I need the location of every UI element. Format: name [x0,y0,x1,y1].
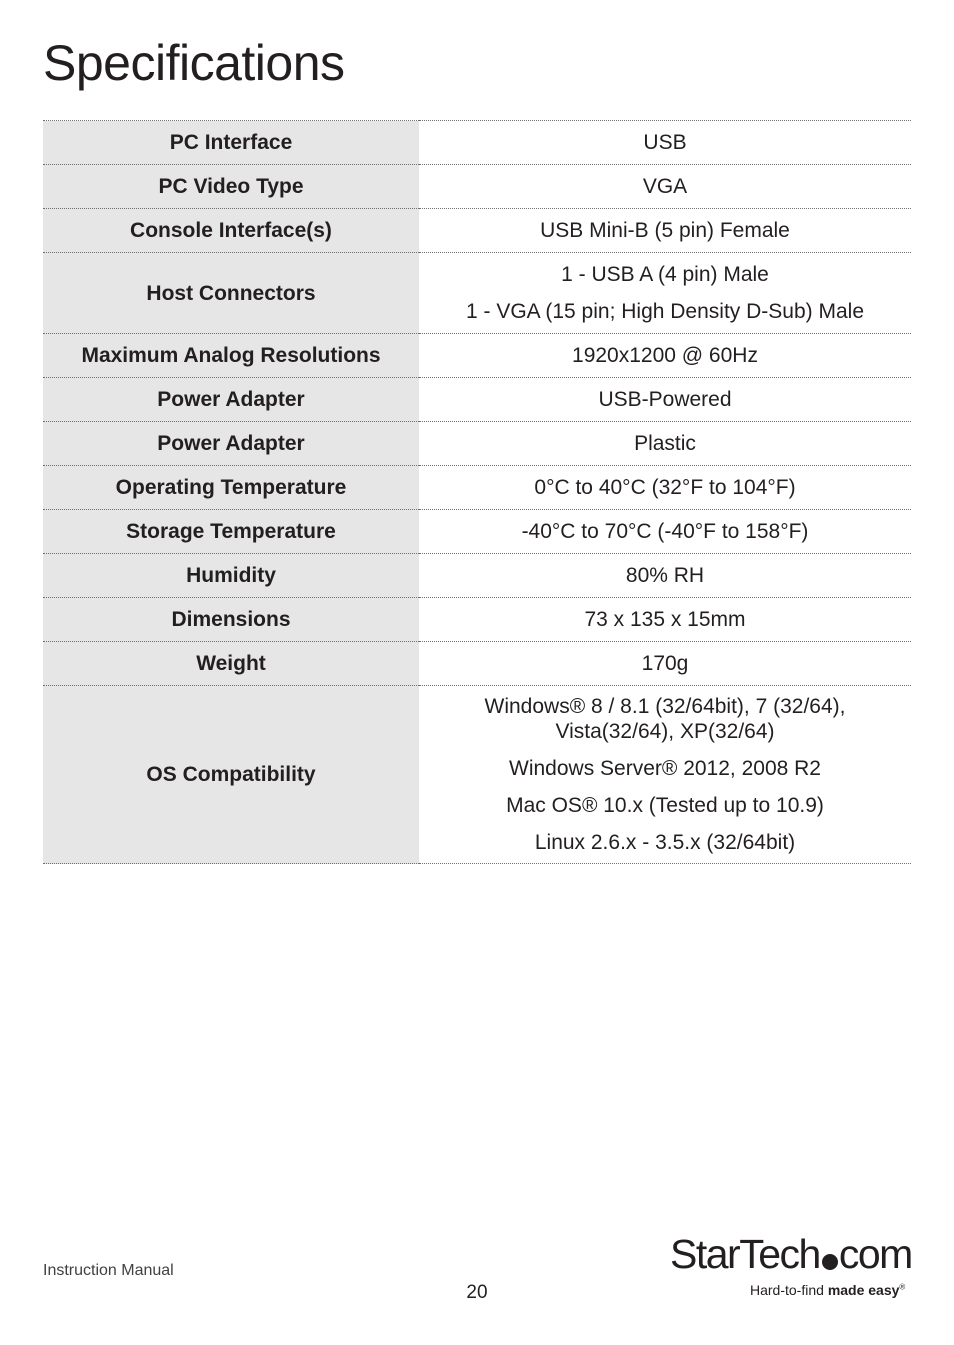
spec-label: PC Interface [43,121,419,165]
spec-value [419,165,911,209]
spec-label: Dimensions [43,598,419,642]
spec-value [419,378,911,422]
table-row [43,422,911,466]
spec-label: Power Adapter [43,378,419,422]
spec-value [419,121,911,165]
table-row [43,554,911,598]
spec-value-line: Linux 2.6.x - 3.5.x (32/64bit) [534,831,796,854]
spec-value-line: 1 - USB A (4 pin) Male [561,263,769,286]
spec-value-line: VGA [642,175,688,198]
table-row [43,378,911,422]
table-row [43,466,911,510]
logo-tagline-bold: made easy [827,1282,900,1298]
spec-value-line: -40°C to 70°C (-40°F to 158°F) [521,520,809,543]
spec-value-line: Mac OS® 10.x (Tested up to 10.9) [506,794,824,817]
page-title: Specifications [43,35,345,91]
spec-value [419,334,911,378]
spec-value-line: USB-Powered [598,388,732,411]
table-row [43,121,911,165]
spec-value-line: Windows Server® 2012, 2008 R2 [509,757,821,780]
logo-brand-end: com [838,1231,912,1277]
spec-label: Humidity [43,554,419,598]
logo-brand-start: StarTech [670,1231,820,1277]
spec-value [419,554,911,598]
spec-value [419,510,911,554]
spec-value-line: USB [643,131,687,154]
table-row [43,334,911,378]
logo-wordmark [670,1230,912,1278]
logo-tagline-mark: ® [899,1282,906,1292]
spec-value-line: 1920x1200 @ 60Hz [572,344,758,367]
footer-document-title: Instruction Manual [43,1262,174,1279]
startech-logo [670,1230,915,1305]
table-row [43,209,911,253]
spec-value-line: 1 - VGA (15 pin; High Density D-Sub) Male [466,300,864,323]
logo-tagline [750,1282,905,1298]
table-row [43,686,911,864]
spec-value [419,422,911,466]
spec-label: Operating Temperature [43,466,419,510]
spec-label: OS Compatibility [43,686,419,864]
spec-value [419,642,911,686]
spec-value-line: USB Mini-B (5 pin) Female [540,219,790,242]
specifications-table [43,120,911,864]
table-row [43,510,911,554]
table-row [43,165,911,209]
spec-value-line: 80% RH [625,564,705,587]
page-number: 20 [466,1282,488,1303]
spec-value [419,253,911,334]
spec-label: Weight [43,642,419,686]
spec-value-line: 0°C to 40°C (32°F to 104°F) [534,476,796,499]
table-row [43,642,911,686]
spec-label: PC Video Type [43,165,419,209]
spec-value-line: Windows® 8 / 8.1 (32/64bit), 7 (32/64), Vista(32/64), XP(32/64) [484,695,846,743]
spec-value [419,209,911,253]
spec-value-line: Plastic [634,432,696,455]
spec-label: Power Adapter [43,422,419,466]
spec-label: Maximum Analog Resolutions [43,334,419,378]
table-row [43,598,911,642]
logo-tagline-plain: Hard-to-find [750,1282,824,1298]
spec-value [419,466,911,510]
spec-value [419,598,911,642]
spec-value [419,686,911,864]
spec-value-line: 170g [641,652,689,675]
spec-label: Console Interface(s) [43,209,419,253]
logo-dot-icon [822,1254,838,1270]
spec-value-line: 73 x 135 x 15mm [584,608,746,631]
spec-label: Host Connectors [43,253,419,334]
table-row [43,253,911,334]
spec-label: Storage Temperature [43,510,419,554]
